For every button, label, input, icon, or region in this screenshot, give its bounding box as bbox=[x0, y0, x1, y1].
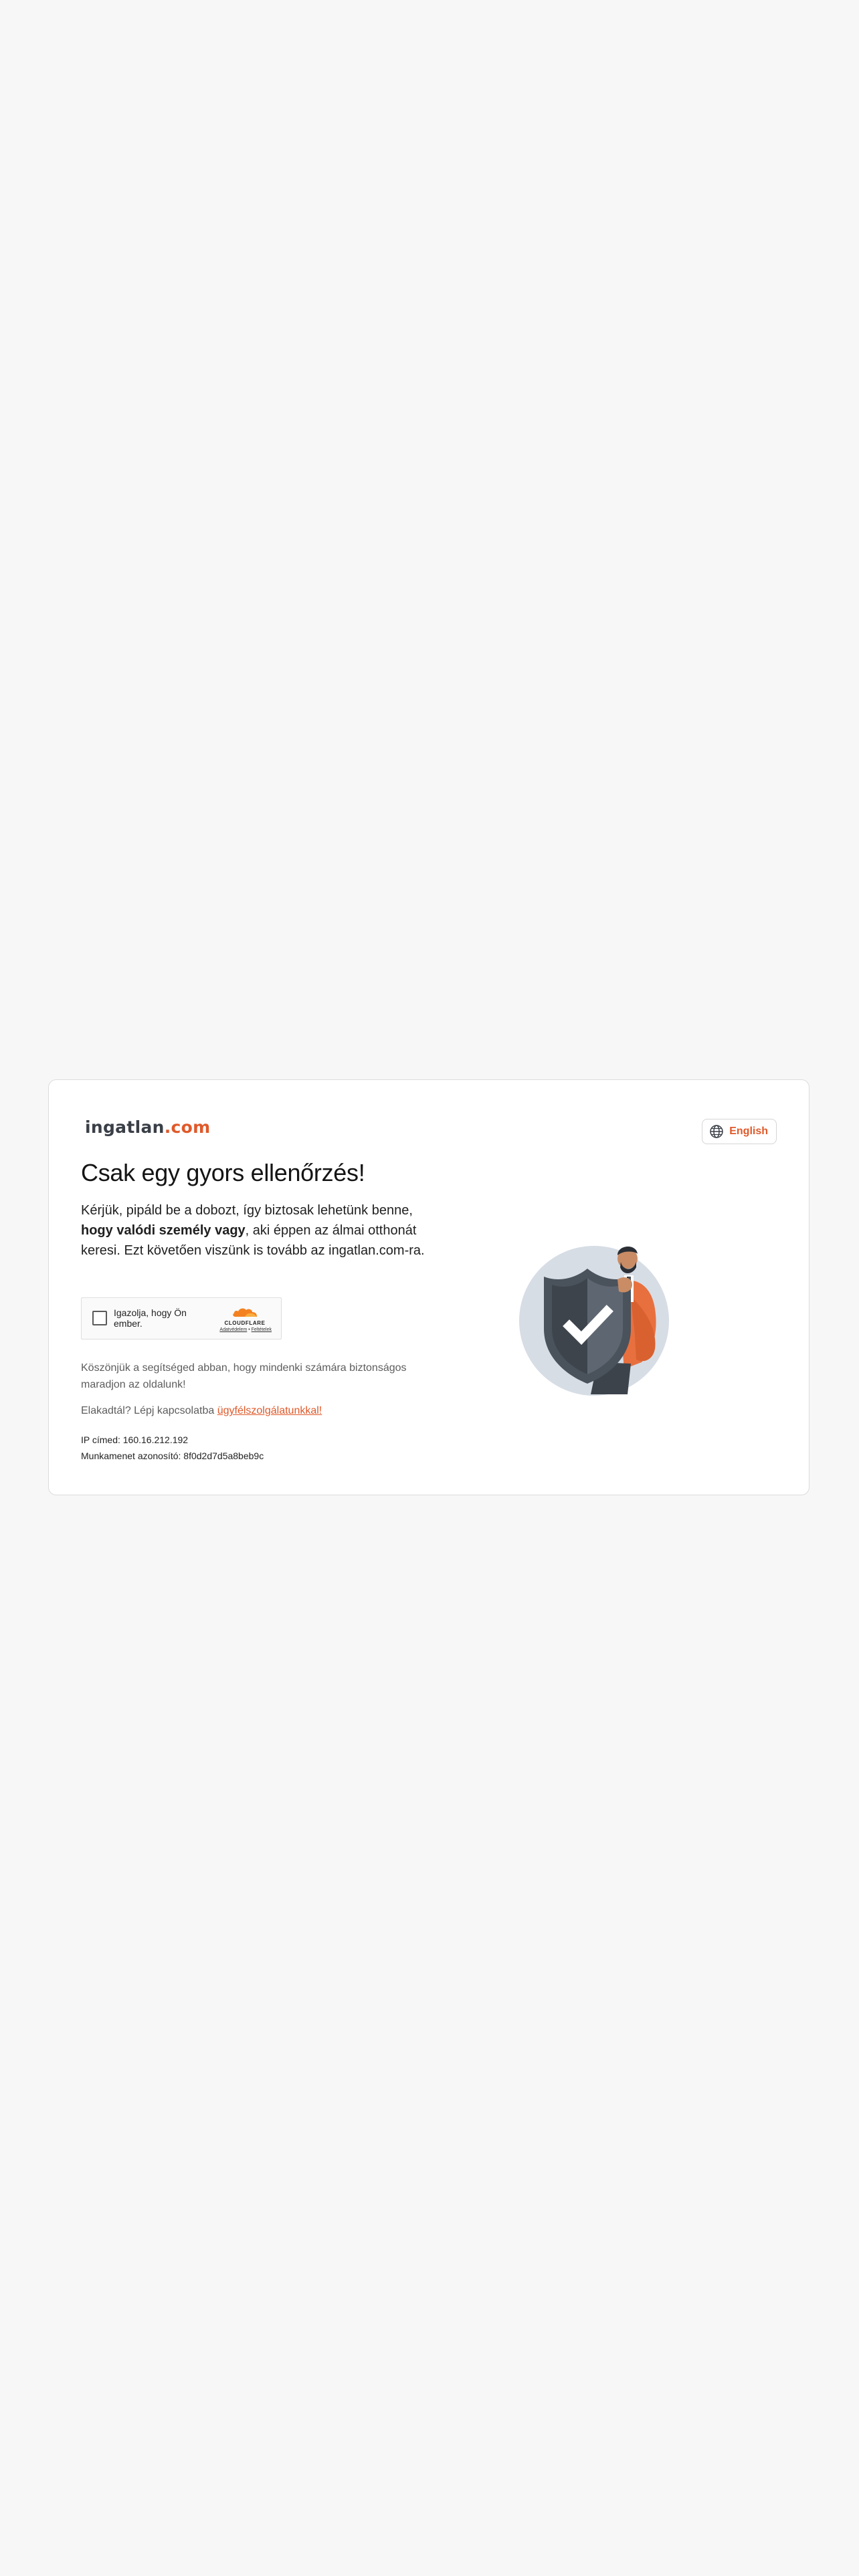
support-text bbox=[81, 1404, 322, 1418]
thanks-text: Köszönjük a segítséged abban, hogy mindenki számára biztonságos maradjon az oldalunk! bbox=[81, 1362, 407, 1390]
cloudflare-logo bbox=[219, 1305, 270, 1326]
terms-link[interactable]: Feltételek bbox=[251, 1327, 272, 1332]
ip-address: IP címed: 160.16.212.192 bbox=[81, 1434, 189, 1445]
support-text-prefix: Elakadtál? Lépj kapcsolatba bbox=[81, 1405, 217, 1416]
logo-main-text: ingatlan bbox=[85, 1117, 165, 1137]
turnstile-label: Igazolja, hogy Ön ember. bbox=[114, 1307, 187, 1329]
intro-text bbox=[81, 1200, 429, 1261]
session-id: Munkamenet azonosító: 8f0d2d7d5a8beb9c bbox=[81, 1451, 264, 1461]
ingatlan-logo[interactable] bbox=[85, 1117, 210, 1137]
turnstile-links bbox=[219, 1327, 272, 1332]
page-title: Csak egy gyors ellenőrzés! bbox=[81, 1159, 365, 1186]
language-switch-button[interactable] bbox=[702, 1119, 777, 1144]
turnstile-widget bbox=[81, 1297, 282, 1339]
customer-service-link[interactable]: ügyfélszolgálatunkkal! bbox=[217, 1405, 322, 1416]
cloudflare-cloud-icon bbox=[231, 1305, 258, 1318]
security-illustration bbox=[517, 1235, 691, 1396]
verification-card bbox=[48, 1079, 809, 1495]
intro-text-bold: hogy valódi személy vagy bbox=[81, 1223, 246, 1238]
links-separator: • bbox=[248, 1327, 250, 1332]
human-verification-checkbox[interactable] bbox=[92, 1311, 107, 1325]
intro-text-part1: Kérjük, pipáld be a dobozt, így biztosak lehetünk benne, bbox=[81, 1203, 413, 1218]
globe-icon bbox=[709, 1124, 724, 1139]
logo-tld-text: .com bbox=[164, 1117, 211, 1137]
intro-text-part2: , aki éppen az álmai otthonát keresi. Ezt követően viszünk is tovább az ingatlan.com-ra. bbox=[81, 1223, 425, 1258]
cloudflare-wordmark: CLOUDFLARE bbox=[224, 1320, 266, 1326]
language-switch-label: English bbox=[729, 1125, 768, 1137]
privacy-link[interactable]: Adatvédelem bbox=[219, 1327, 248, 1332]
